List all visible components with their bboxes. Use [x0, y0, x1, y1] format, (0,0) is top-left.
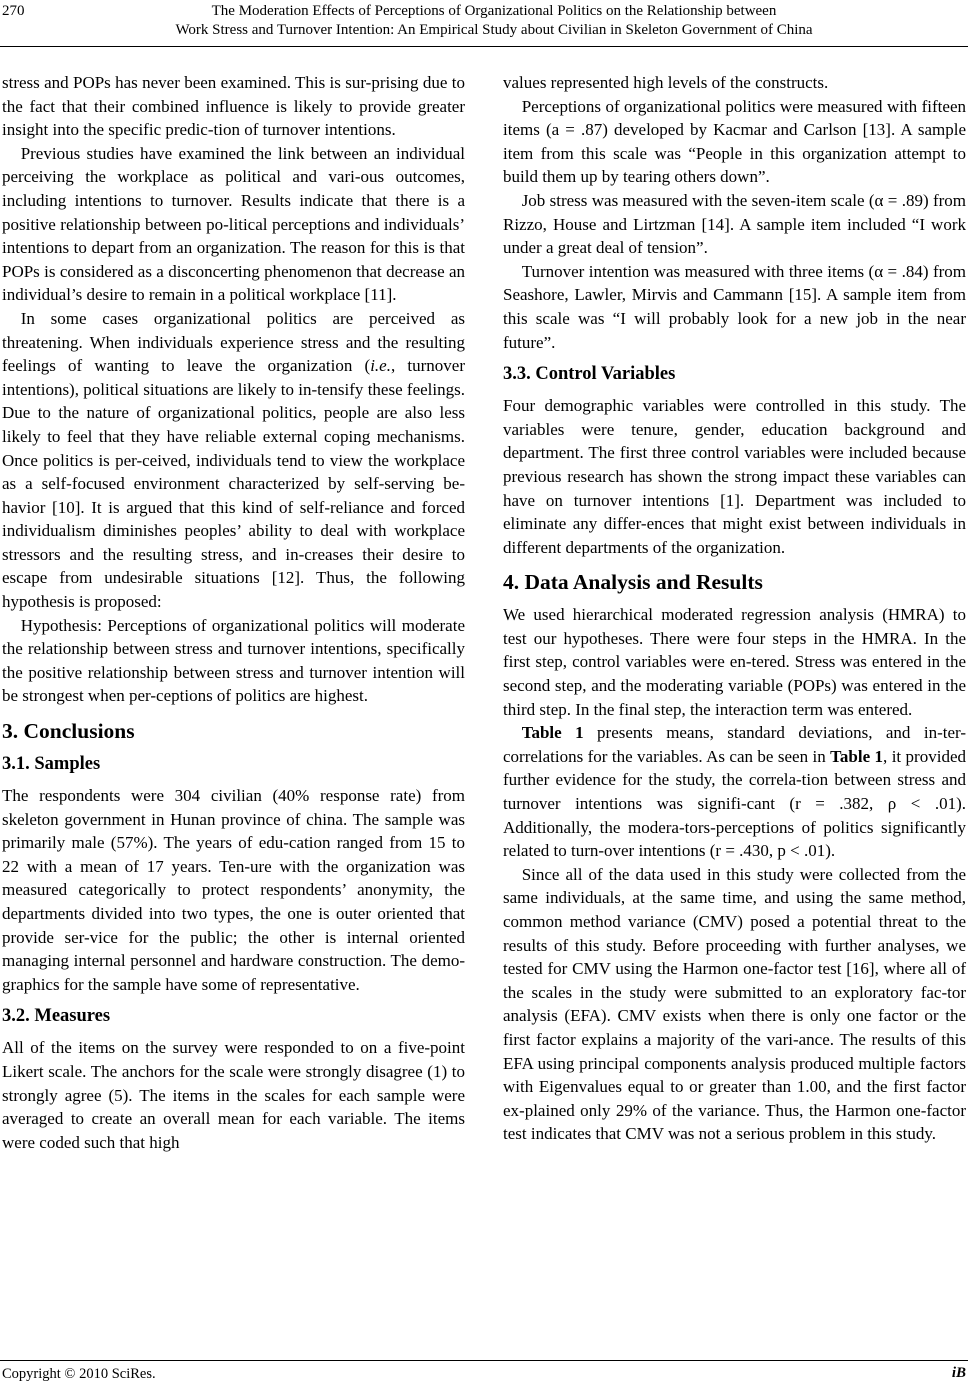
paragraph: Four demographic variables were controlled in this study. The variables were tenure, gender, education background and department. The first three control variables were included because previous research has shown the strong impact these variables can have on turnover intentions [1]. Department was included to eliminate any differ-ences that might exist between individuals in different departments of the organization.	[503, 396, 966, 557]
text-run: , turnover intentions), political situations are likely to in-tensify these feelings. Due to the nature of organizational politics, people are also less likely to feel that they have reliable external coping mechanisms. Once politics is per-ceived, individuals tend to view the workplace as a self-focused environment characterized by self-serving be-havior [10]. It is argued that this kind of self-reliance and forced individualism diminishes peoples’ ability to deal with workplace stressors and the resulting stress, and in-creases their desire to escape from undesirable situations [12]. Thus, the following hypothesis is proposed:	[2, 356, 465, 612]
table-reference: Table 1	[830, 746, 884, 766]
paragraph: stress and POPs has never been examined. This is sur-prising due to the fact that their combined influence is likely to provide greater insight into the specific predic-tion of turnover intentions.	[2, 73, 465, 140]
paragraph	[503, 721, 966, 863]
left-column	[2, 71, 465, 1154]
paragraph: Perceptions of organizational politics were measured with fifteen items (a = .87) developed by Kacmar and Carlson [13]. A sample item from this scale was “People in this organization attempt to build them up by tearing others down”.	[503, 96, 966, 187]
paragraph: Job stress was measured with the seven-item scale (α = .89) from Rizzo, House and Lirtzman [14]. A sample item included “I work under a great deal of tension”.	[503, 190, 966, 258]
paragraph: Turnover intention was measured with three items (α = .84) from Seashore, Lawler, Mirvis and Cammann [15]. A sample item from this scale was “I will probably look for a new job in the near future”.	[503, 261, 966, 352]
text-run: presents means, standard deviations, and in-ter-correlations for the variables. As can be seen in	[503, 723, 966, 766]
table-reference: Table 1	[521, 723, 584, 743]
running-header	[0, 2, 968, 46]
paragraph: values represented high levels of the constructs.	[503, 73, 829, 92]
header-rule	[0, 46, 968, 47]
page-number: 270	[2, 3, 25, 19]
italic-text: i.e.	[370, 356, 391, 376]
subsection-heading-control-variables: 3.3. Control Variables	[503, 364, 676, 385]
paragraph	[2, 307, 465, 614]
paragraph: All of the items on the survey were responded to on a five-point Likert scale. The anchors for the scale were strongly disagree (1) to strongly agree (5). The items in the scales for each sample were averaged to create an overall mean for each variable. The items were coded such that high	[2, 1038, 465, 1152]
section-heading-conclusions: 3. Conclusions	[2, 719, 135, 744]
running-title-line-2: Work Stress and Turnover Intention: An Empirical Study about Civilian in Skeleton Government of China	[175, 22, 813, 38]
text-run: In some cases organizational politics are perceived as threatening. When individuals experience stress and the resulting feelings of wanting to leave the organization (	[2, 308, 465, 376]
hypothesis-paragraph: Hypothesis: Perceptions of organizational politics will moderate the relationship between stress and turnover intentions, specifically the positive relationship between stress and turnover intention will be strongest when per-ceptions of politics are highest.	[2, 615, 465, 706]
paragraph: Previous studies have examined the link between an individual perceiving the workplace as political and vari-ous outcomes, including intentions to turnover. Results indicate that there is a positive relationship between po-litical perceptions and individuals’ intentions to depart from an organization. The reason for this is that POPs is considered as a disconcerting phenomenon that decrease an individual’s desire to remain in a political workplace [11].	[2, 143, 465, 305]
subsection-heading-samples: 3.1. Samples	[2, 754, 101, 775]
subsection-heading-measures: 3.2. Measures	[2, 1006, 111, 1027]
paragraph: Since all of the data used in this study were collected from the same individuals, at the same time, and using the same method, common method variance (CMV) posed a potential threat to the results of this study. Before proceeding with further analyses, we tested for CMV using the Harmon one-factor test [16], where all of the scales in the study were submitted to an exploratory fac-tor analysis (EFA). CMV exists when there is only one factor or the first factor explains a majority of the vari-ance. The results of this EFA using principal components analysis produced multiple factors with Eigenvalues equal to or greater than 1.00, and the first factor ex-plained only 29% of the variance. Thus, the Harmon one-factor test indicates that CMV was not a serious problem in this study.	[503, 864, 966, 1144]
right-column	[503, 71, 966, 1146]
paragraph: We used hierarchical moderated regression analysis (HMRA) to test our hypotheses. There were four steps in the HMRA. In the first step, control variables were en-tered. Stress was entered in the second step, and the moderating variable (POPs) was entered in the third step. In the final step, the interaction term was entered.	[503, 605, 966, 719]
journal-abbreviation: iB	[951, 1365, 966, 1381]
copyright-notice: Copyright © 2010 SciRes.	[2, 1366, 156, 1382]
section-heading-data-analysis: 4. Data Analysis and Results	[503, 570, 763, 595]
running-title	[0, 2, 968, 40]
running-title-line-1: The Moderation Effects of Perceptions of Organizational Politics on the Relationship between	[211, 3, 777, 19]
page-footer	[0, 1360, 968, 1382]
text-run: , it provided further evidence for the study, the correla-tion between stress and turnover intentions was signifi-cant (r = .382, ρ < .01). Additionally, the modera-tors-perceptions of politics significantly related to turn-over intentions (r = .430, p < .01).	[503, 746, 966, 861]
paragraph: The respondents were 304 civilian (40% response rate) from skeleton government in Hunan province of china. The sample was primarily male (57%). The years of edu-cation ranged from 15 to 22 with a mean of 17 years. Ten-ure with the organization was measured categorically to protect respondents’ anonymity, the departments divided into two types, the one is outer oriented that provide ser-vice for the public; the other is internal oriented managing internal personnel and hardware construction. The demo-graphics for the sample have some of representative.	[2, 786, 465, 994]
footer-rule	[0, 1360, 968, 1361]
